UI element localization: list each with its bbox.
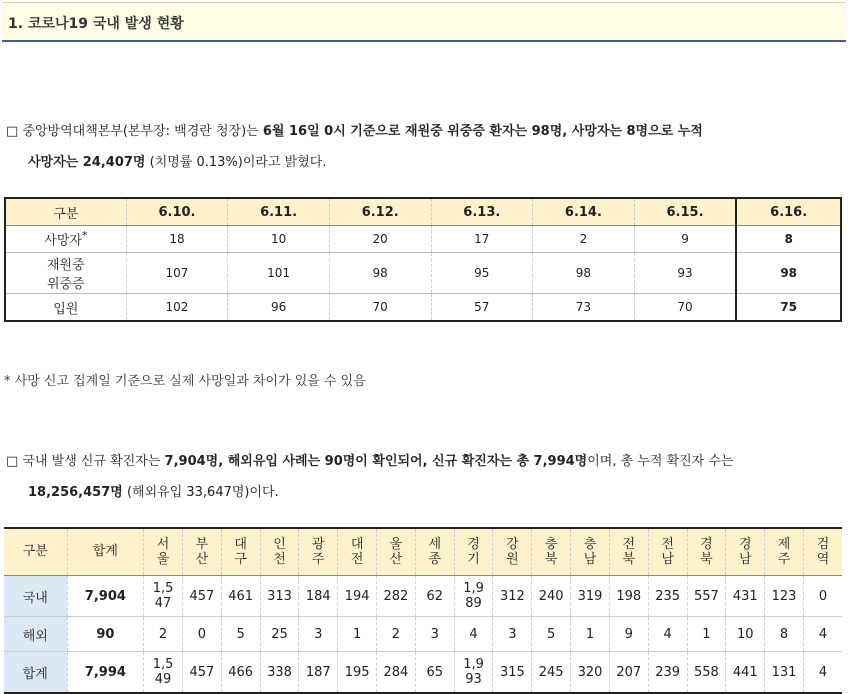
para1-text-d: (치명률 0.13%)이라고 밝혔다.: [145, 155, 327, 170]
table-cell: [260, 617, 299, 652]
cell-value: 1,989: [463, 581, 484, 611]
table-cell: 98: [533, 253, 635, 294]
cell-value: 441: [732, 664, 758, 680]
table-cell: 70: [634, 294, 736, 322]
table-cell: 93: [634, 253, 736, 294]
region-name: 대구: [234, 537, 247, 567]
para1-text-a: 중앙방역대책본부(본부장: 백경란 청장)는: [18, 124, 263, 139]
cell-value: 1,993: [463, 657, 484, 687]
cell-value: 187: [305, 664, 331, 680]
table-cell: 10: [228, 226, 330, 253]
table-cell: [221, 652, 260, 694]
cell-value: 320: [577, 664, 603, 680]
table-cell: [377, 617, 416, 652]
table-cell: [144, 576, 183, 617]
cell-value: 239: [655, 664, 681, 680]
footnote: * 사망 신고 집계일 기준으로 실제 사망일과 차이가 있을 수 있음: [4, 374, 366, 389]
table-cell: [648, 652, 687, 694]
table-cell: [182, 617, 221, 652]
table-header-cell: [687, 528, 726, 576]
table-cell: [338, 576, 377, 617]
table-cell: [571, 652, 610, 694]
bullet-box: □: [6, 124, 19, 139]
cell-value: 457: [189, 588, 215, 604]
row-label: 합계: [4, 652, 67, 694]
table-header-cell: [415, 528, 454, 576]
table-cell: [609, 576, 648, 617]
cell-value: 431: [732, 588, 758, 604]
table-cell: 20: [329, 226, 431, 253]
cell-value: 0: [197, 626, 206, 642]
table-cell: [687, 576, 726, 617]
table-header-cell: [299, 528, 338, 576]
cell-value: 62: [426, 588, 443, 604]
table-cell: [532, 652, 571, 694]
row-label: 재원중 위중증: [5, 253, 126, 294]
table-cell: [648, 617, 687, 652]
table-cell: 18: [126, 226, 228, 253]
region-name: 경기: [467, 537, 480, 567]
table-cell: 8: [736, 226, 841, 253]
table-header-cell: 6.12.: [329, 198, 431, 226]
table-header-cell: 6.13.: [431, 198, 533, 226]
table-header-cell: 6.16.: [736, 198, 841, 226]
cell-value: 245: [538, 664, 564, 680]
table-header-cell: [182, 528, 221, 576]
cell-value: 284: [383, 664, 409, 680]
cell-value: 25: [271, 626, 288, 642]
table-cell: [299, 652, 338, 694]
table-cell: [415, 652, 454, 694]
para2-text-e: (해외유입 33,647명)이다.: [122, 485, 279, 500]
para2-text-d: 18,256,457명: [28, 485, 123, 500]
table-header-cell: 구분: [4, 528, 67, 576]
table-cell: [532, 617, 571, 652]
para2-text-c: 이며, 총 누적 확진자 수는: [587, 454, 734, 469]
summary-paragraph-1: [6, 116, 703, 178]
cell-value: 3: [314, 626, 323, 642]
cell-value: 457: [189, 664, 215, 680]
table-header-cell: [144, 528, 183, 576]
table-cell: 2: [533, 226, 635, 253]
table-cell: [765, 617, 804, 652]
table-row: [4, 652, 842, 694]
table-cell: [377, 576, 416, 617]
cell-value: 312: [499, 588, 525, 604]
table-header-cell: 6.14.: [533, 198, 635, 226]
table-cell: [765, 576, 804, 617]
table-cell: [454, 617, 493, 652]
table-row: [5, 226, 841, 253]
table-cell: [221, 617, 260, 652]
region-name: 충남: [583, 537, 597, 567]
region-name: 부산: [195, 537, 209, 567]
region-name: 검역: [816, 537, 830, 567]
cell-value: 207: [616, 664, 642, 680]
region-name: 울산: [389, 537, 403, 567]
table-cell: [687, 652, 726, 694]
table-header-cell: [260, 528, 299, 576]
cell-value: 3: [508, 626, 517, 642]
region-name: 충북: [544, 537, 558, 567]
table-cell: 75: [736, 294, 841, 322]
cell-value: 123: [771, 588, 797, 604]
region-name: 경북: [700, 537, 713, 567]
region-name: 전남: [661, 537, 674, 567]
cell-value: 4: [469, 626, 478, 642]
table-cell: [415, 617, 454, 652]
total-cell: 90: [67, 617, 144, 652]
table-cell: [726, 617, 765, 652]
table-header-cell: [609, 528, 648, 576]
table-cell: 101: [228, 253, 330, 294]
cell-value: 8: [779, 626, 789, 642]
cell-value: 1,547: [152, 581, 174, 611]
table-cell: 96: [228, 294, 330, 322]
table-cell: [803, 617, 842, 652]
table-cell: [454, 652, 493, 694]
cell-value: 198: [616, 588, 642, 604]
para2-text-b: 7,904명, 해외유입 사례는 90명이 확인되어, 신규 확진자는 총 7,994명: [164, 454, 588, 469]
critical-cases-table: [4, 197, 842, 322]
table-header-cell: [726, 528, 765, 576]
table-row: [4, 576, 842, 617]
cell-value: 466: [228, 664, 254, 680]
row-label: 국내: [4, 576, 67, 617]
table-cell: 57: [431, 294, 533, 322]
table-cell: 98: [736, 253, 841, 294]
cell-value: 4: [663, 626, 672, 642]
cell-value: 558: [694, 664, 719, 680]
table-cell: [144, 652, 183, 694]
cell-value: 315: [499, 664, 525, 680]
footnote-marker: *: [81, 229, 88, 243]
table-cell: [571, 617, 610, 652]
table-cell: [726, 576, 765, 617]
row-label: 입원: [5, 294, 126, 322]
cell-value: 2: [158, 626, 168, 642]
table-header-cell: [493, 528, 532, 576]
table-cell: 107: [126, 253, 228, 294]
cell-value: 235: [655, 588, 681, 604]
cell-value: 10: [736, 626, 754, 642]
table-cell: [260, 652, 299, 694]
cell-value: 338: [267, 664, 292, 680]
region-name: 인천: [273, 537, 286, 567]
region-name: 제주: [777, 537, 791, 567]
cell-value: 557: [694, 588, 719, 604]
table-header-cell: [648, 528, 687, 576]
table-header-row: [4, 528, 842, 576]
table-cell: [532, 576, 571, 617]
regional-cases-table: [4, 527, 842, 694]
table-cell: [648, 576, 687, 617]
region-name: 강원: [506, 537, 519, 567]
table-header-cell: [803, 528, 842, 576]
cell-value: 195: [344, 664, 370, 680]
table-cell: [338, 652, 377, 694]
cell-value: 3: [430, 626, 439, 642]
cell-value: 1,549: [152, 657, 174, 687]
table-cell: [493, 617, 532, 652]
table-cell: 98: [329, 253, 431, 294]
cell-value: 282: [383, 588, 409, 604]
table-cell: 70: [329, 294, 431, 322]
cell-value: 0: [818, 588, 828, 604]
table-cell: 102: [126, 294, 228, 322]
region-name: 대전: [350, 537, 364, 567]
region-name: 경남: [738, 537, 752, 567]
table-header-cell: 6.10.: [126, 198, 228, 226]
cell-value: 1: [352, 626, 362, 642]
region-name: 광주: [312, 537, 325, 567]
cell-value: 5: [236, 626, 245, 642]
table-cell: [144, 617, 183, 652]
table-cell: 73: [533, 294, 635, 322]
cell-value: 4: [818, 664, 828, 680]
cell-value: 131: [771, 664, 797, 680]
table-cell: [299, 576, 338, 617]
table-header-row: [5, 198, 841, 226]
total-cell: 7,994: [67, 652, 144, 694]
table-cell: [454, 576, 493, 617]
cell-value: 65: [426, 664, 443, 680]
table-cell: [299, 617, 338, 652]
cell-value: 319: [577, 588, 603, 604]
table-cell: 9: [634, 226, 736, 253]
table-cell: [260, 576, 299, 617]
table-cell: [377, 652, 416, 694]
total-cell: 7,904: [67, 576, 144, 617]
section-header: [2, 2, 846, 42]
region-name: 세종: [428, 537, 442, 567]
section-title: 1. 코로나19 국내 발생 현황: [8, 16, 184, 32]
table-cell: [182, 576, 221, 617]
table-header-cell: [221, 528, 260, 576]
table-header-cell: [338, 528, 377, 576]
cell-value: 313: [267, 588, 292, 604]
table-header-cell: [377, 528, 416, 576]
para1-text-c: 사망자는 24,407명: [28, 155, 146, 170]
table-cell: [338, 617, 377, 652]
table-header-cell: [571, 528, 610, 576]
table-cell: [493, 576, 532, 617]
cell-value: 9: [624, 626, 633, 642]
table-header-cell: 6.15.: [634, 198, 736, 226]
table-cell: [415, 576, 454, 617]
cell-value: 194: [344, 588, 370, 604]
table-cell: [726, 652, 765, 694]
table-cell: 17: [431, 226, 533, 253]
table-header-cell: [765, 528, 804, 576]
table-cell: [803, 652, 842, 694]
table-header-cell: 6.11.: [228, 198, 330, 226]
table-cell: [493, 652, 532, 694]
cell-value: 1: [585, 626, 595, 642]
table-row: [4, 617, 842, 652]
table-cell: [609, 617, 648, 652]
bullet-box: □: [6, 454, 19, 469]
cell-value: 240: [538, 588, 564, 604]
cell-value: 4: [818, 626, 828, 642]
cell-value: 2: [391, 626, 401, 642]
row-label: 사망자*: [5, 226, 126, 253]
row-label: 해외: [4, 617, 67, 652]
table-cell: [765, 652, 804, 694]
table-cell: [571, 576, 610, 617]
region-name: 전북: [622, 537, 636, 567]
table-cell: [221, 576, 260, 617]
table-header-cell: [454, 528, 493, 576]
table-cell: [609, 652, 648, 694]
table-row: [5, 294, 841, 322]
table-cell: [182, 652, 221, 694]
summary-paragraph-2: [6, 446, 734, 508]
table-header-cell: 구분: [5, 198, 126, 226]
cell-value: 5: [547, 626, 556, 642]
cell-value: 461: [228, 588, 254, 604]
table-cell: 95: [431, 253, 533, 294]
para2-text-a: 국내 발생 신규 확진자는: [18, 454, 165, 469]
table-row: [5, 253, 841, 294]
table-cell: [687, 617, 726, 652]
table-header-cell: 합계: [67, 528, 144, 576]
para1-text-b: 6월 16일 0시 기준으로 재원중 위중증 환자는 98명, 사망자는 8명으로 누적: [262, 124, 703, 139]
cell-value: 1: [702, 626, 711, 642]
region-name: 서울: [156, 537, 170, 567]
cell-value: 184: [305, 588, 331, 604]
table-cell: [803, 576, 842, 617]
table-header-cell: [532, 528, 571, 576]
